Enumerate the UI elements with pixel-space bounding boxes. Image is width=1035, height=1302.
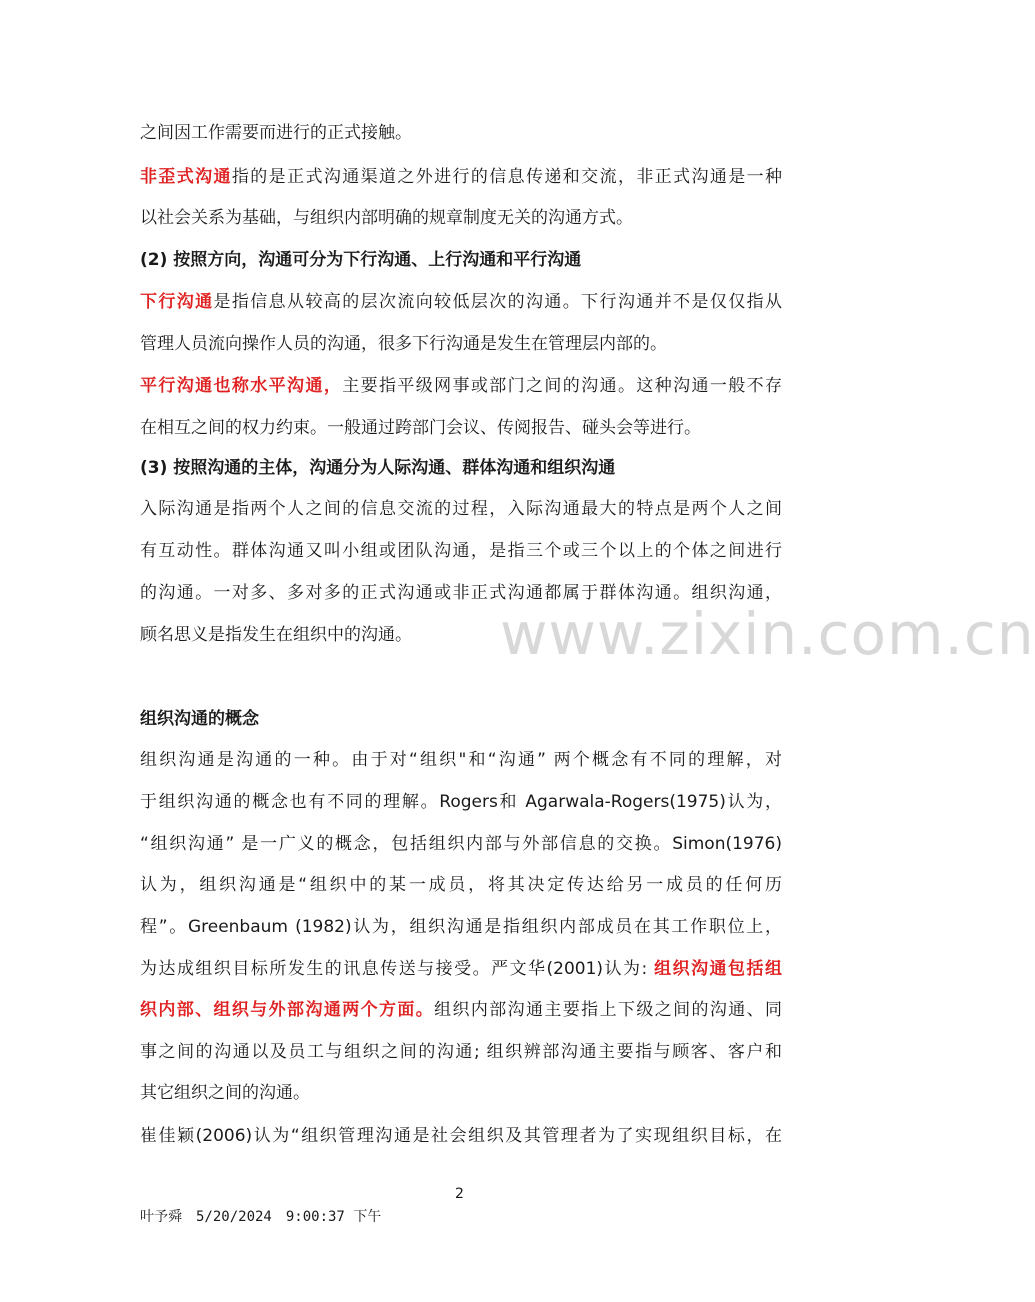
paragraph-line: 之间因工作需要而进行的正式接触。 — [140, 123, 412, 143]
paragraph-line: 认为，组织沟通是“组织中的某一成员，将其决定传达给另一成员的任何历 — [140, 875, 782, 895]
paragraph-line: 管理人员流向操作人员的沟通，很多下行沟通是发生在管理层内部的。 — [140, 334, 667, 354]
term-highlight: 下行沟通 — [140, 292, 214, 312]
paragraph-line: 程”。Greenbaum (1982)认为，组织沟通是指组织内部成员在其工作职位上， — [140, 917, 782, 937]
paragraph-line: “组织沟通” 是一广义的概念，包括组织内部与外部信息的交换。Simon(1976) — [140, 834, 782, 854]
section-heading: (3) 按照沟通的主体，沟通分为人际沟通、群体沟通和组织沟通 — [140, 458, 616, 478]
footer-time: 9:00:37 下午 — [285, 1209, 382, 1225]
term-highlight: 平行沟通也称水平沟通， — [140, 376, 343, 396]
paragraph-line: 崔佳颖(2006)认为“组织管理沟通是社会组织及其管理者为了实现组织目标，在 — [140, 1126, 782, 1146]
paragraph-line: 非歪式沟通指的是正式沟通渠道之外进行的信息传递和交流，非正式沟通是一种 — [140, 167, 783, 187]
paragraph-line: 组织沟通是沟通的一种。由于对“组织"和“沟通” 两个概念有不同的理解，对 — [140, 750, 782, 770]
footer-info — [140, 1206, 395, 1226]
paragraph-line: 在相互之间的权力约束。一般通过跨部门会议、传阅报告、碰头会等进行。 — [140, 418, 701, 438]
paragraph-line: 有互动性。群体沟通又叫小组或团队沟通，是指三个或三个以上的个体之间进行 — [140, 541, 782, 561]
paragraph-line: 顾名思义是指发生在组织中的沟通。 — [140, 625, 412, 645]
paragraph-line: 入际沟通是指两个人之间的信息交流的过程，入际沟通最大的特点是两个人之间 — [140, 499, 782, 519]
paragraph-line: 以社会关系为基础，与组织内部明确的规章制度无关的沟通方式。 — [140, 208, 633, 228]
paragraph-line: 平行沟通也称水平沟通，主要指平级网事或部门之间的沟通。这种沟通一般不存 — [140, 376, 783, 396]
footer-date: 5/20/2024 — [196, 1209, 272, 1225]
term-highlight: 组织沟通包括组 — [654, 959, 782, 979]
paragraph-line: 于组织沟通的概念也有不同的理解。Rogers和 Agarwala-Rogers(1975)认为， — [140, 792, 782, 812]
paragraph-line: 的沟通。一对多、多对多的正式沟通或非正式沟通都属于群体沟通。组织沟通， — [140, 583, 782, 603]
paragraph-line: 下行沟通是指信息从较高的层次流向较低层次的沟通。下行沟通并不是仅仅指从 — [140, 292, 783, 312]
section-heading: (2) 按照方向，沟通可分为下行沟通、上行沟通和平行沟通 — [140, 250, 582, 270]
term-highlight: 织内部、组织与外部沟通两个方面。 — [140, 1000, 435, 1020]
term-highlight: 非歪式沟通 — [140, 167, 232, 187]
paragraph-line: 为达成组织目标所发生的讯息传送与接受。严文华(2001)认为: 组织沟通包括组 — [140, 959, 782, 979]
page-number: 2 — [455, 1186, 464, 1202]
section-title: 组织沟通的概念 — [140, 709, 259, 729]
paragraph-line: 织内部、组织与外部沟通两个方面。组织内部沟通主要指上下级之间的沟通、同 — [140, 1000, 783, 1020]
footer-author: 叶予舜 — [140, 1209, 182, 1225]
paragraph-line: 事之间的沟通以及员工与组织之间的沟通; 组织辨部沟通主要指与顾客、客户和 — [140, 1042, 782, 1062]
paragraph-line: 其它组织之间的沟通。 — [140, 1083, 310, 1103]
watermark: www.zixin.com.cn — [500, 600, 1035, 668]
